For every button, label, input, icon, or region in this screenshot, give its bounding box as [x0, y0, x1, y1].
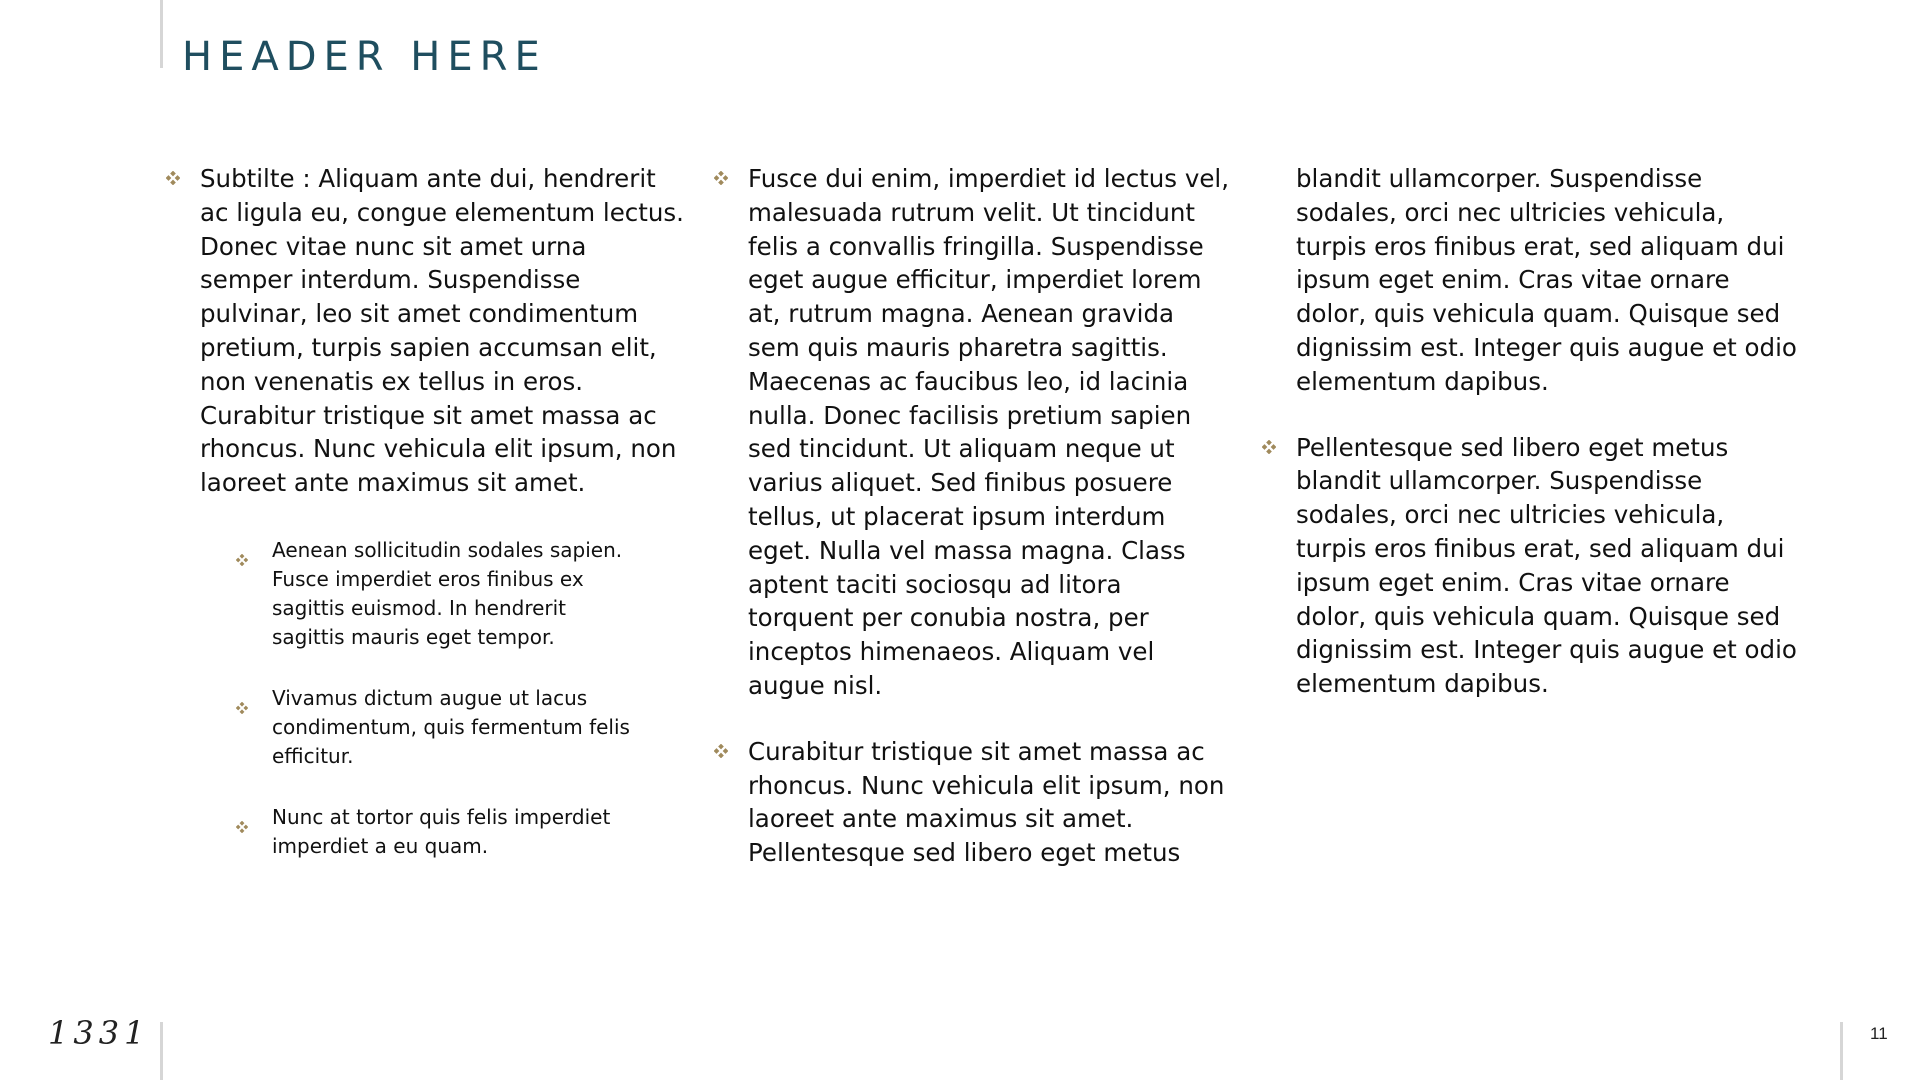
sub-bullet-text: Aenean sollicitudin sodales sapien. Fusce imperdiet eros finibus ex sagittis euismod. In hendrerit sagittis mauris eget tempor.	[272, 537, 623, 649]
column-3	[1260, 162, 1800, 701]
main-bullet-text: Pellentesque sed libero eget metus blandit ullamcorper. Suspendisse sodales, orci nec ultricies vehicula, turpis eros finibus erat, sed aliquam dui ipsum eget enim. Cras vitae ornare dolor, quis vehicula quam. Quisque sed dignissim est. Integer quis augue et odio elementum dapibus.	[1296, 432, 1797, 699]
main-bullet	[164, 162, 684, 500]
main-bullet-text: Curabitur tristique sit amet massa ac rhoncus. Nunc vehicula elit ipsum, non laoreet ante maximus sit amet. Pellentesque sed libero eget metus	[748, 736, 1225, 868]
main-bullet-text: Subtilte : Aliquam ante dui, hendrerit ac ligula eu, congue elementum lectus. Donec vitae nunc sit amet urna semper interdum. Suspendisse pulvinar, leo sit amet condimentum pretium, turpis sapien accumsan elit, non venenatis ex tellus in eros. Curabitur tristique sit amet massa ac rhoncus. Nunc vehicula elit ipsum, non laoreet ante maximus sit amet.	[200, 164, 684, 498]
main-bullet	[1260, 431, 1800, 701]
diamond-bullet-icon	[236, 693, 248, 705]
main-bullet	[712, 162, 1232, 703]
sub-bullet-text: Vivamus dictum augue ut lacus condimentum, quis fermentum felis efficitur.	[272, 685, 630, 768]
top-left-rule	[160, 0, 163, 68]
column-2	[712, 162, 1232, 870]
footer-number: 1331	[48, 1014, 150, 1052]
diamond-bullet-icon	[714, 171, 728, 185]
slide-title: HEADER HERE	[182, 34, 547, 80]
column-1	[164, 162, 684, 861]
continued-text: blandit ullamcorper. Suspendisse sodales, orci nec ultricies vehicula, turpis eros finibus erat, sed aliquam dui ipsum eget enim. Cras vitae ornare dolor, quis vehicula quam. Quisque sed dignissim est. Integer quis augue et odio elementum dapibus.	[1296, 164, 1797, 396]
bottom-left-rule	[160, 1022, 163, 1080]
sub-bullet	[236, 803, 636, 861]
sub-bullet	[236, 536, 636, 652]
diamond-bullet-icon	[714, 744, 728, 758]
diamond-bullet-icon	[166, 171, 180, 185]
bottom-right-rule	[1840, 1022, 1843, 1080]
sub-bullet-text: Nunc at tortor quis felis imperdiet imperdiet a eu quam.	[272, 804, 611, 858]
main-bullet	[712, 735, 1232, 870]
sub-bullet	[236, 684, 636, 771]
diamond-bullet-icon	[236, 812, 248, 824]
diamond-bullet-icon	[236, 545, 248, 557]
main-bullet-text: Fusce dui enim, imperdiet id lectus vel, malesuada rutrum velit. Ut tincidunt felis a convallis fringilla. Suspendisse eget augue efficitur, imperdiet lorem at, rutrum magna. Aenean gravida sem quis mauris pharetra sagittis. Maecenas ac faucibus leo, id lacinia nulla. Donec facilisis pretium sapien sed tincidunt. Ut aliquam neque ut varius aliquet. Sed finibus posuere tellus, ut placerat ipsum interdum eget. Nulla vel massa magna. Class aptent taciti sociosqu ad litora torquent per conubia nostra, per inceptos himenaeos. Aliquam vel augue nisl.	[748, 164, 1230, 700]
page-number: 11	[1870, 1024, 1888, 1043]
diamond-bullet-icon	[1262, 440, 1276, 454]
